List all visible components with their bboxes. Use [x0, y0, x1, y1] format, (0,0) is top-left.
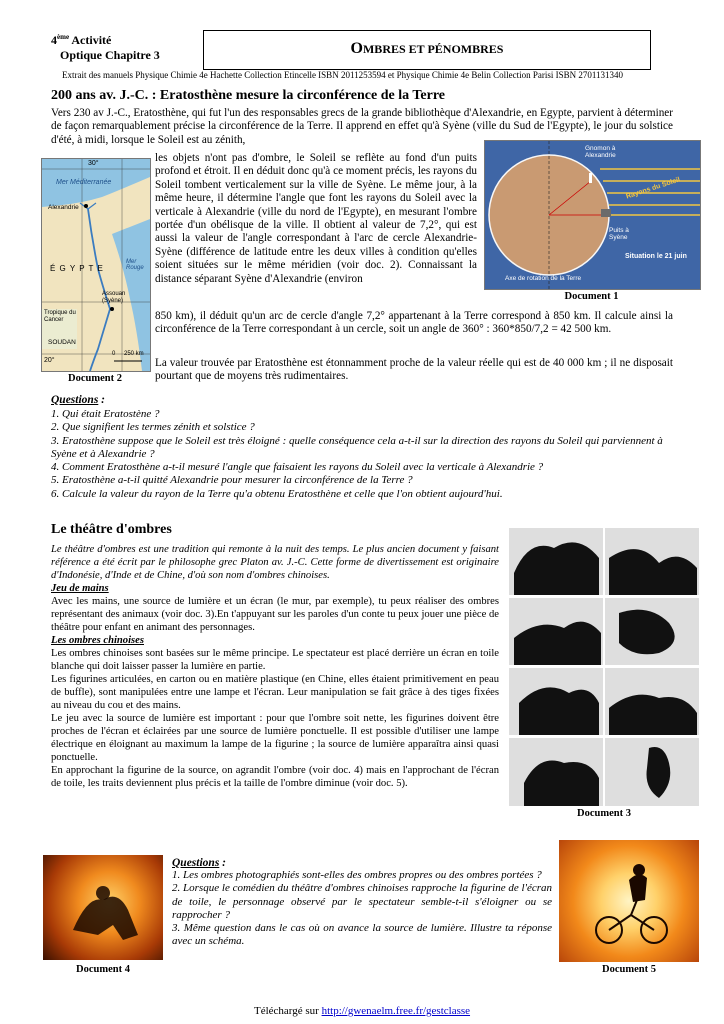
- doc1-label-rays: Rayons du Soleil: [625, 176, 682, 201]
- paragraph-jeu-de-mains: Avec les mains, une source de lumière et un écran (le mur, par exemple), tu peux réaliser des ombres représentant des animaux (voir doc. 3).En t'appuyant sur les paroles d'un conte tu peux jouer une pièce de théâtre pour enfant en animant des personnages.: [51, 596, 499, 633]
- heading-ombres-chinoises: Les ombres chinoises: [51, 635, 144, 646]
- map-label-mer: Mer Méditerranée: [56, 179, 112, 186]
- doc1-label-situation: Situation le 21 juin: [625, 253, 687, 260]
- question1-item: 2. Que signifient les termes zénith et solstice ?: [51, 421, 255, 434]
- heading-jeu-de-mains: Jeu de mains: [51, 583, 109, 594]
- download-link[interactable]: http://gwenaelm.free.fr/gestclasse: [321, 1005, 471, 1017]
- map-scale-0: 0: [112, 351, 116, 357]
- doc2-caption: Document 2: [68, 373, 122, 384]
- doc1-label-axe: Axe de rotation de la Terre: [505, 275, 582, 282]
- questions2-block: [172, 857, 552, 949]
- doc1-label-gnomon: Gnomon à Alexandrie: [585, 145, 616, 159]
- question1-item: 3. Eratosthène suppose que le Soleil est très éloigné : quelle conséquence cela a-t-il sur la direction des rayons du Soleil qui parviennent à Syène et à Alexandrie ?: [51, 434, 663, 460]
- section1-paragraph-end: 850 km), il déduit qu'un arc de cercle d'angle 7,2° appartenant à la Terre correspond à 850 km. Il calcule ainsi la circonférence de la Terre correspondant à un cercle, soit un angle de 360° : 360*850/7,2 = 42 500 km.: [155, 310, 673, 336]
- paragraph-chinoises-4: En approchant la figurine de la source, on agrandit l'ombre (voir doc. 4) mais en l'approchant de l'écran de toile, les traits deviennent plus précis et la taille de l'ombre diminue (voir doc. 5).: [51, 765, 499, 789]
- questions1-heading: Questions :: [51, 394, 106, 406]
- section1-paragraph-conclusion: La valeur trouvée par Eratosthène est étonnamment proche de la valeur réelle qui est de 40 000 km ; il ne disposait pourtant que de moyens très rudimentaires.: [155, 357, 673, 383]
- map-label-tropique: Tropique du Cancer: [44, 310, 76, 323]
- hand-shadows-grid: [509, 528, 699, 806]
- section2-text: [51, 543, 499, 790]
- paragraph-chinoises-3: Le jeu avec la source de lumière est important : pour que l'ombre soit nette, les figurines doivent être proches de l'écran et éclairées par une source de lumière ponctuelle. Il est possible d'utiliser une lampe électrique en éloignant au maximum la lampe de la figurine ; la source de lumière apparaîtra ainsi quasi ponctuelle.: [51, 713, 499, 763]
- question1-item: 1. Qui était Eratostène ?: [51, 408, 160, 420]
- map-label-alexandrie: Alexandrie: [48, 204, 79, 211]
- question2-item: 3. Même question dans le cas où on avance la source de lumière. Illustre ta réponse avec un schéma.: [172, 922, 552, 948]
- title-box: [203, 30, 651, 70]
- hand-shadows-drawing: [509, 528, 699, 806]
- shadow-photo-doc4: [43, 855, 163, 960]
- doc3-caption: Document 3: [577, 808, 631, 819]
- question2-item: 2. Lorsque le comédien du théâtre d'ombres chinoises rapproche la figurine de l'écran de toile, le personnage observé par le spectateur semble-t-il s'éloigner ou se rapprocher ?: [172, 882, 552, 921]
- doc1-label-puits: Puits à Syène: [609, 227, 629, 241]
- sources-line: Extrait des manuels Physique Chimie 4e Hachette Collection Etincelle ISBN 2011253594 et Physique Chimie 4e Belin Collection Parisi ISBN 2701131340: [62, 70, 624, 80]
- activity-level: 4ème Activité: [51, 33, 112, 47]
- map-label-mer-rouge: Mer Rouge: [126, 259, 144, 271]
- chapter-label: Optique Chapitre 3: [60, 48, 160, 62]
- section2-title: Le théâtre d'ombres: [51, 522, 172, 537]
- section1-title: 200 ans av. J.-C. : Eratosthène mesure la circonférence de la Terre: [51, 88, 446, 103]
- questions1-list: [51, 408, 673, 501]
- map-scale-250: 250 km: [124, 351, 144, 357]
- paragraph-chinoises-1: Les ombres chinoises sont basées sur le même principe. Le spectateur est placé derrière un écran en toile blanche qui doit laisser passer la lumière en partie.: [51, 648, 499, 672]
- section2-intro: Le théâtre d'ombres est une tradition qui remonte à la nuit des temps. Le plus ancien document y faisant référence a été écrit par le philosophe grec Platon av. J.-C. Cette forme de divertissement est originaire d'Indonésie, d'Inde et de Chine, d'où son nom d'ombres chinoises.: [51, 544, 499, 581]
- map-label-soudan: SOUDAN: [48, 339, 76, 346]
- section1-paragraph-full: Vers 230 av J.-C., Eratosthène, qui fut l'un des responsables grecs de la grande bibliothèque d'Alexandrie, en Egypte, parvient à déterminer de façon remarquablement précise la circonférence de la Terre. Il apprend en effet qu'à Syène (ville du Sud de l'Egypte), le jour du solstice d'été, à midi, lorsque le Soleil est au zénith,: [51, 107, 673, 146]
- egypt-map: [41, 158, 151, 372]
- map-label-lat30: 30°: [88, 160, 99, 167]
- earth-diagram-drawing: [485, 141, 700, 289]
- page-title: OMBRES ET PÉNOMBRES: [350, 40, 504, 57]
- questions2-heading: Questions :: [172, 857, 227, 869]
- earth-diagram: [484, 140, 701, 290]
- map-label-egypte: É G Y P T E: [50, 264, 104, 273]
- paragraph-chinoises-2: Les figurines articulées, en carton ou en matière plastique (en Chine, elles étaient primitivement en peau de buffle), sont manipulées entre une lampe et l'écran. Leur manipulation se fait grâce à des tiges fixées au niveau du cou et des mains.: [51, 674, 499, 711]
- question2-item: 1. Les ombres photographiés sont-elles des ombres propres ou des ombres portées ?: [172, 869, 542, 881]
- question1-item: 6. Calcule la valeur du rayon de la Terre qu'a obtenu Eratosthène et celle que l'on obtient aujourd'hui.: [51, 487, 503, 500]
- doc4-silhouette: [43, 855, 163, 960]
- footer: Téléchargé sur http://gwenaelm.free.fr/gestclasse: [253, 1005, 471, 1017]
- doc5-silhouette: [559, 840, 699, 962]
- question1-item: 4. Comment Eratosthène a-t-il mesuré l'angle que faisaient les rayons du Soleil avec la verticale à Alexandrie ?: [51, 461, 544, 474]
- map-label-assouan: Assouan (Syène): [102, 291, 126, 304]
- question1-item: 5. Eratosthène a-t-il quitté Alexandrie pour mesurer la circonférence de la Terre ?: [51, 474, 413, 487]
- map-label-lat20: 20°: [44, 357, 55, 364]
- shadow-photo-doc5: [559, 840, 699, 962]
- section1-paragraph-middle: les objets n'ont pas d'ombre, le Soleil se reflète au fond d'un puits profond et étroit. Il en déduit donc qu'à ce moment précis, les rayons du Soleil tombent verticalement sur la ville de Syène. Le même jour, à la même heure, il détermine l'angle que font les rayons du Soleil avec la verticale à Alexandrie (ville du nord de l'Egypte), en mesurant l'ombre portée d'un obélisque de la ville. Il obtient al valeur de 7,2°, qui est aussi la valeur de l'angle correspondant à l'arc de cercle Alexandrie-Syène (différence de latitude entre les deux villes à condition qu'elles soient situées sur le même méridien (voir doc. 2). Connaissant la distance séparant Syène d'Alexandrie (environ: [155, 152, 477, 285]
- doc1-caption: Document 1: [564, 291, 619, 302]
- doc4-caption: Document 4: [76, 964, 130, 975]
- doc5-caption: Document 5: [602, 964, 656, 975]
